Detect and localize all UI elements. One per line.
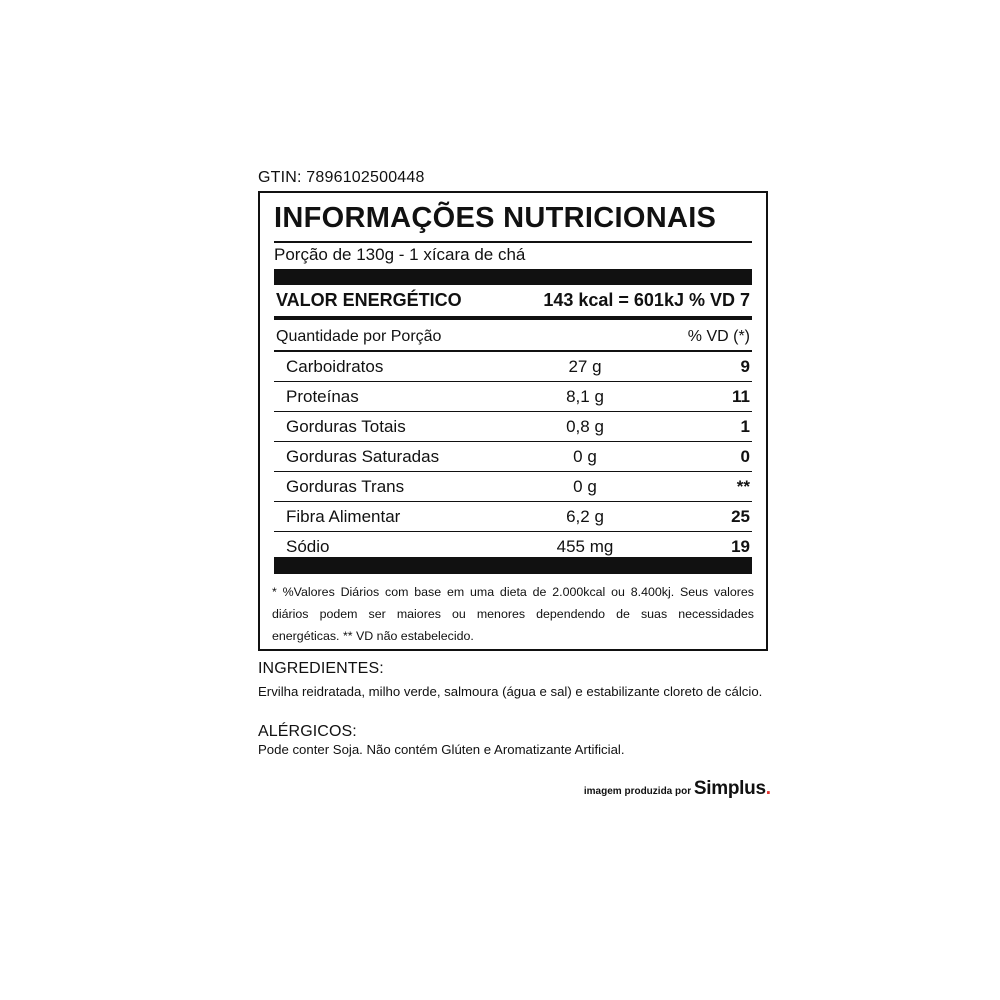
energy-divider <box>274 316 752 320</box>
nutrient-vd: 9 <box>740 357 750 376</box>
nutrient-name: Gorduras Saturadas <box>286 447 440 466</box>
column-header <box>274 326 752 350</box>
nutrition-facts-table <box>258 191 768 651</box>
nutrient-name: Carboidratos <box>286 357 384 376</box>
header-quantity: Quantidade por Porção <box>276 328 442 345</box>
thick-divider-top <box>274 269 752 285</box>
table-row <box>274 442 752 472</box>
energy-row <box>274 288 752 316</box>
allergens-heading: ALÉRGICOS: <box>258 723 357 740</box>
nutrient-amount: 8,1 g <box>566 387 604 406</box>
footnote: * %Valores Diários com base em uma dieta de 2.000kcal ou 8.400kj. Seus valores diários podem ser maiores ou menores dependendo de suas necessidades energéticas. ** VD não estabelecido. <box>272 585 754 643</box>
nutrient-vd: ** <box>736 477 750 496</box>
gtin-code: GTIN: 7896102500448 <box>258 169 425 186</box>
logo-dot: . <box>765 778 771 799</box>
nutrient-amount: 0 g <box>573 477 597 496</box>
energy-label: VALOR ENERGÉTICO <box>276 290 462 310</box>
nutrient-rows <box>274 352 752 561</box>
nutrient-amount: 27 g <box>568 357 602 376</box>
nutrient-name: Sódio <box>286 537 330 556</box>
image-credit <box>584 778 771 800</box>
header-vd: % VD (*) <box>687 328 750 345</box>
table-row <box>274 502 752 532</box>
nutrient-amount: 455 mg <box>556 537 614 556</box>
ingredients-text: Ervilha reidratada, milho verde, salmoura (água e sal) e estabilizante cloreto de cálcio. <box>258 684 763 699</box>
nutrient-name: Fibra Alimentar <box>286 507 401 526</box>
table-row <box>274 382 752 412</box>
allergens-text: Pode conter Soja. Não contém Glúten e Aromatizante Artificial. <box>258 742 625 757</box>
nutrient-name: Gorduras Totais <box>286 417 406 436</box>
nutrient-name: Proteínas <box>286 387 359 406</box>
nutrient-name: Gorduras Trans <box>286 477 405 496</box>
table-row <box>274 352 752 382</box>
title-divider <box>274 241 752 243</box>
nutrient-vd: 11 <box>732 387 750 406</box>
table-title: INFORMAÇÕES NUTRICIONAIS <box>274 202 717 234</box>
simplus-logo: Simplus <box>693 778 766 799</box>
nutrient-amount: 6,2 g <box>566 507 604 526</box>
table-row <box>274 412 752 442</box>
energy-value: 143 kcal = 601kJ % VD 7 <box>543 290 750 310</box>
nutrient-vd: 1 <box>740 417 750 436</box>
credit-prefix: imagem produzida por <box>583 786 692 797</box>
portion-size: Porção de 130g - 1 xícara de chá <box>274 245 526 264</box>
nutrient-vd: 0 <box>740 447 750 466</box>
nutrient-vd: 19 <box>731 537 750 556</box>
nutrient-amount: 0 g <box>573 447 597 466</box>
nutrient-amount: 0,8 g <box>566 417 604 436</box>
nutrient-vd: 25 <box>731 507 750 526</box>
table-row <box>274 472 752 502</box>
thick-divider-bottom <box>274 557 752 574</box>
ingredients-heading: INGREDIENTES: <box>258 660 384 677</box>
